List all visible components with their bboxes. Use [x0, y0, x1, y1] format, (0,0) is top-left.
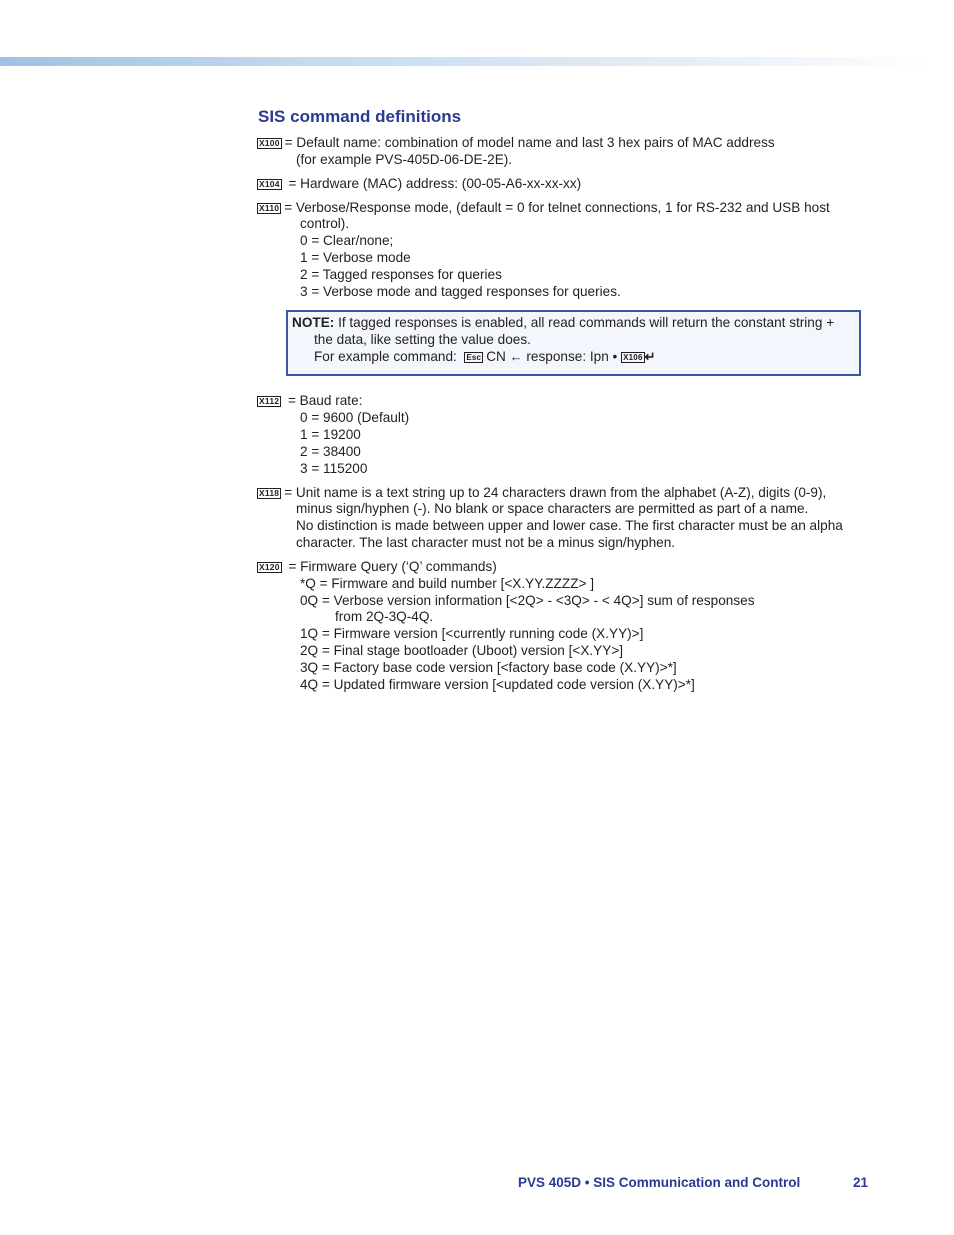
x120-option: 2Q = Final stage bootloader (Uboot) version [<X.YY>]	[300, 643, 624, 658]
x112-tag: X112	[259, 396, 280, 406]
note-cn: CN	[486, 349, 506, 364]
esc-tag: Esc	[466, 353, 482, 362]
x110-option: 0 = Clear/none;	[300, 233, 394, 248]
return-arrow-icon: ↵	[644, 349, 656, 364]
left-arrow-icon: ←	[509, 349, 523, 364]
note-line1	[292, 314, 834, 331]
header-gradient-bar	[0, 57, 930, 66]
x104-tag: X104	[259, 179, 280, 189]
note-label: NOTE:	[292, 315, 335, 330]
x110-tag: X110	[259, 203, 280, 213]
page-number: 21	[853, 1175, 869, 1190]
x120-option: 3Q = Factory base code version [<factory base code (X.YY)>*]	[300, 660, 677, 675]
def-x118	[257, 484, 826, 501]
def-x118-line2: minus sign/hyphen (-). No blank or space characters are permitted as part of a name.	[296, 501, 809, 516]
footer-title: PVS 405D • SIS Communication and Control	[518, 1175, 801, 1190]
def-x112-line1: = Baud rate:	[287, 393, 363, 408]
x120-option: *Q = Firmware and build number [<X.YY.ZZZZ> ]	[300, 576, 595, 591]
def-x100-line1: = Default name: combination of model name and last 3 hex pairs of MAC address	[284, 135, 775, 150]
def-x100	[257, 134, 775, 151]
x106-tag: X106	[623, 353, 643, 362]
note-text-line1: If tagged responses is enabled, all read commands will return the constant string +	[338, 315, 835, 330]
note-response: response: Ipn •	[526, 349, 618, 364]
x110-option: 2 = Tagged responses for queries	[300, 267, 502, 282]
def-x120	[257, 558, 497, 575]
def-x110	[257, 199, 830, 216]
x120-option: 1Q = Firmware version [<currently running code (X.YY)>]	[300, 626, 644, 641]
def-x104	[257, 175, 581, 192]
def-x118-line4: character. The last character must not be a minus sign/hyphen.	[296, 535, 676, 550]
note-example-prefix: For example command:	[314, 349, 457, 364]
def-x112	[257, 392, 362, 409]
def-x120-line1: = Firmware Query (‘Q’ commands)	[288, 559, 497, 574]
def-x104-line1: = Hardware (MAC) address: (00-05-A6-xx-xx-xx)	[288, 176, 582, 191]
note-example	[314, 348, 656, 365]
x110-option: 1 = Verbose mode	[300, 250, 411, 265]
x112-option: 0 = 9600 (Default)	[300, 410, 410, 425]
x120-option: from 2Q-3Q-4Q.	[335, 609, 434, 624]
x112-option: 2 = 38400	[300, 444, 361, 459]
def-x110-line1: = Verbose/Response mode, (default = 0 for telnet connections, 1 for RS-232 and USB host	[284, 200, 830, 215]
x112-option: 1 = 19200	[300, 427, 361, 442]
x120-tag: X120	[259, 562, 280, 572]
x110-option: 3 = Verbose mode and tagged responses for queries.	[300, 284, 621, 299]
note-line2: the data, like setting the value does.	[314, 332, 531, 347]
x112-option: 3 = 115200	[300, 461, 368, 476]
x100-tag: X100	[259, 138, 280, 148]
def-x118-line1: = Unit name is a text string up to 24 characters drawn from the alphabet (A-Z), digits (0-9),	[284, 485, 827, 500]
section-heading: SIS command definitions	[258, 107, 462, 126]
def-x110-line2: control).	[300, 216, 350, 231]
x120-option: 4Q = Updated firmware version [<updated code version (X.YY)>*]	[300, 677, 695, 692]
def-x100-line2: (for example PVS-405D-06-DE-2E).	[296, 152, 513, 167]
x118-tag: X118	[259, 488, 280, 498]
x120-option: 0Q = Verbose version information [<2Q> - <3Q> - < 4Q>] sum of responses	[300, 593, 755, 608]
def-x118-line3: No distinction is made between upper and lower case. The first character must be an alpha	[296, 518, 843, 533]
